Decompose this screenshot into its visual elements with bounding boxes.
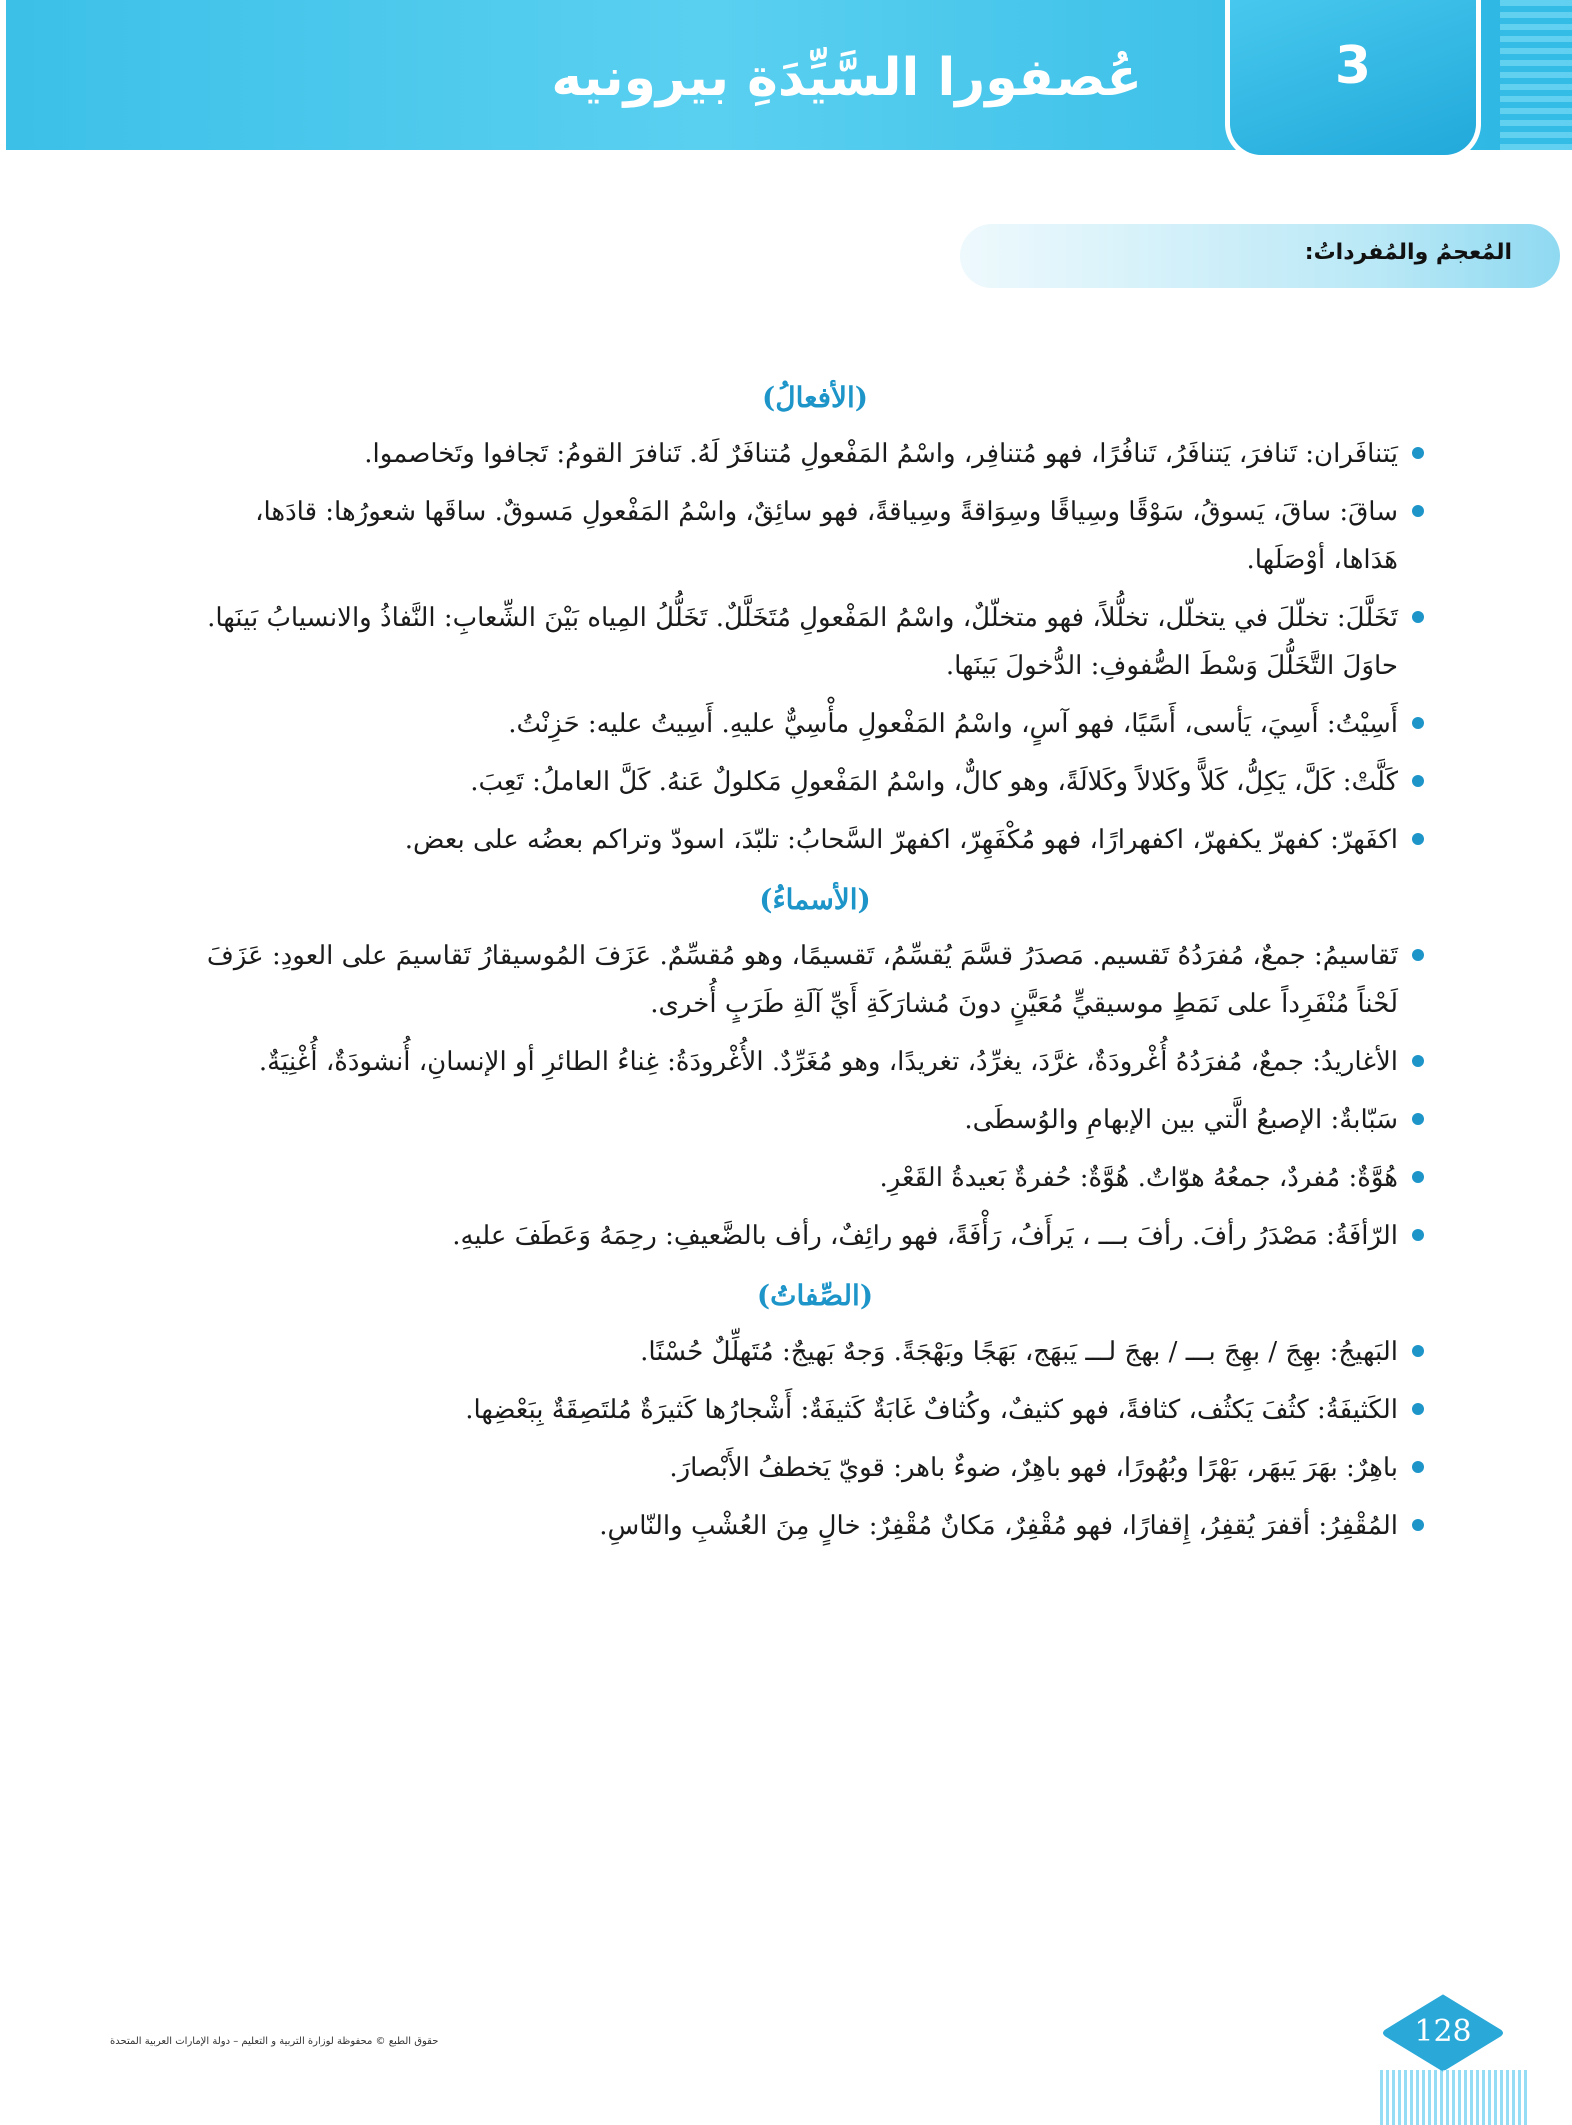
section-heading-pill [960,224,1560,288]
entry-text: هُوَّةٌ: مُفردٌ، جمعُهُ هوّاتٌ. هُوَّةٌ: حُفرةٌ بَعيدةُ القَعْرِ. [879,1163,1398,1193]
entry-text: تَقاسيمُ: جمعٌ، مُفرَدُهُ تَقسيم. مَصدَرُ قسَّمَ يُقسِّمُ، تَقسيمًا، وهو مُقسِّمٌ. عَزَفَ المُوسيقارُ تَقاسيمَ على العودِ: عَزَفَ لَحْناً مُنْفَرِداً على نَمَطٍ موسيقيٍّ مُعَيَّنٍ دونَ مُشارَكَةِ أَيِّ آلَةِ طَرَبٍ أُخرى. [206,941,1398,1019]
chapter-number: 3 [1334,36,1372,96]
vocab-entry [200,1212,1430,1260]
page-number: 128 [1414,2014,1472,2049]
entry-text: تَخَلَّلَ: تخلّلَ في يتخلّل، تخلُّلاً، فهو متخلّلٌ، واسْمُ المَفْعولِ مُتَخَلَّلٌ. تَخَلُّلُ المِياه بَيْنَ الشِّعابِ: النَّفاذُ والانسيابُ بَينَها. حاوَلَ التَّخَلُّلَ وَسْطَ الصُّفوفِ: الدُّخولَ بَينَها. [207,603,1398,681]
chapter-tab [1225,0,1481,160]
footer-copyright: حقوق الطبع © محفوظة لوزارة التربية و التعليم – دولة الإمارات العربية المتحدة [110,2036,439,2047]
vocab-entry [200,758,1430,806]
entry-text: أَسِيْتُ: أَسِيَ، يَأسى، أَسًيًا، فهو آسٍ، واسْمُ المَفْعولِ مأْسِيٌّ عليهِ. أَسِيتُ عليه: حَزِنْتُ. [508,709,1398,739]
lesson-title: عُصفورا السَّيِّدَةِ بيرونيه [551,48,1142,108]
bullet-icon [1412,949,1424,961]
entry-text: الكَثيفَةُ: كثُفَ يَكثُف، كثافةً، فهو كثيفٌ، وكُثافٌ غَابَةٌ كَثيفَةٌ: أَشْجارُها كَثيرَةٌ مُلتَصِقَةٌ بِبَعْضِها. [465,1395,1398,1425]
bullet-icon [1412,1055,1424,1067]
section-heading: المُعجمُ والمُفرداتُ: [1304,240,1512,265]
bullet-icon [1412,1403,1424,1415]
group-title-verbs: (الأفعالُ) [761,381,868,414]
corner-pattern [1380,2070,1530,2125]
vocab-entry [200,1096,1430,1144]
vocab-entry [200,1154,1430,1202]
nouns-group [200,874,1430,1260]
bullet-icon [1412,1113,1424,1125]
vocab-entry [200,1386,1430,1434]
banner-edge-pattern [1500,0,1572,150]
group-title-nouns: (الأسماءُ) [759,883,871,916]
vocab-entry [200,488,1430,584]
vocab-entry [200,1502,1430,1550]
page-number-badge [1378,1988,1508,2078]
entry-text: يَتنافَران: تَنافرَ، يَتنافَرُ، تَنافُرًا، فهو مُتنافِر، واسْمُ المَفْعولِ مُتنافَرٌ لَهُ. تَنافرَ القومُ: تَجافوا وتَخاصموا. [364,439,1398,469]
entry-text: الرّأفَةُ: مَصْدَرُ رأفَ. رأفَ بـــ ، يَرأَفُ، رَأْفَةً، فهو رائِفٌ، رأف بالضَّعيفِ: رحِمَهُ وَعَطَفَ عليهِ. [452,1221,1398,1251]
vocab-entry [200,1444,1430,1492]
entry-text: كَلَّتْ: كَلَّ، يَكِلُّ، كَلاًّ وكَلالاً وكَلالَةً، وهو كالٌّ، واسْمُ المَفْعولِ مَكلولٌ عَنهُ. كَلَّ العاملُ: تَعِبَ. [470,767,1398,797]
entry-text: سَبّابةٌ: الإصبعُ الَّتي بين الإبهامِ والوُسطَى. [964,1105,1398,1135]
vocab-entry [200,1328,1430,1376]
bullet-icon [1412,1345,1424,1357]
vocab-entry [200,430,1430,478]
entry-text: الأغاريدُ: جمعٌ، مُفرَدُهُ أُغْرودَةٌ، غرَّدَ، يغرِّدُ، تغريدًا، وهو مُغَرِّدٌ. الأُغْرودَةُ: غِناءُ الطائرِ أو الإنسانِ، أُنشودَةٌ، أُغْنِيَةٌ. [258,1047,1398,1077]
vocabulary-content [200,370,1430,1560]
bullet-icon [1412,505,1424,517]
entry-text: البَهيجُ: بهِجَ / بهِجَ بـــ / بهجَ لـــ يَبهَج، بَهَجًا وبَهْجَةً. وَجهٌ بَهيجٌ: مُتَهلِّلٌ حُسْنًا. [640,1337,1398,1367]
verbs-group [200,372,1430,864]
bullet-icon [1412,1519,1424,1531]
entry-text: اكفَهرّ: كفهرّ يكفهرّ، اكفهرارًا، فهو مُكْفَهِرّ، اكفهرّ السَّحابُ: تلبّدَ، اسودّ وتراكم بعضُه على بعض. [404,825,1398,855]
bullet-icon [1412,1171,1424,1183]
bullet-icon [1412,1229,1424,1241]
bullet-icon [1412,1461,1424,1473]
vocab-entry [200,932,1430,1028]
entry-text: باهِرٌ: بهَرَ يَبهَر، بَهْرًا وبُهُورًا، فهو باهِرٌ، ضوءٌ باهر: قويّ يَخطفُ الأَبْصارَ. [669,1453,1398,1483]
entry-text: ساقَ: ساقَ، يَسوقُ، سَوْقًا وسِياقًا وسِوَاقةً وسِياقةً، فهو سائِقٌ، واسْمُ المَفْعولِ مَسوقٌ. ساقَها شعورُها: قادَها، هَدَاها، أوْصَلَها. [255,497,1398,575]
adjectives-group [200,1270,1430,1550]
bullet-icon [1412,717,1424,729]
bullet-icon [1412,611,1424,623]
bullet-icon [1412,775,1424,787]
vocab-entry [200,700,1430,748]
vocab-entry [200,594,1430,690]
entry-text: المُقْفِرُ: أقفرَ يُقفِرُ، إِقفارًا، فهو مُقْفِرٌ، مَكانٌ مُقْفِرٌ: خالٍ مِنَ العُشْبِ والنّاسِ. [599,1511,1398,1541]
group-title-adjectives: (الصِّفاتُ) [756,1279,874,1312]
bullet-icon [1412,833,1424,845]
bullet-icon [1412,447,1424,459]
vocab-entry [200,816,1430,864]
vocab-entry [200,1038,1430,1086]
